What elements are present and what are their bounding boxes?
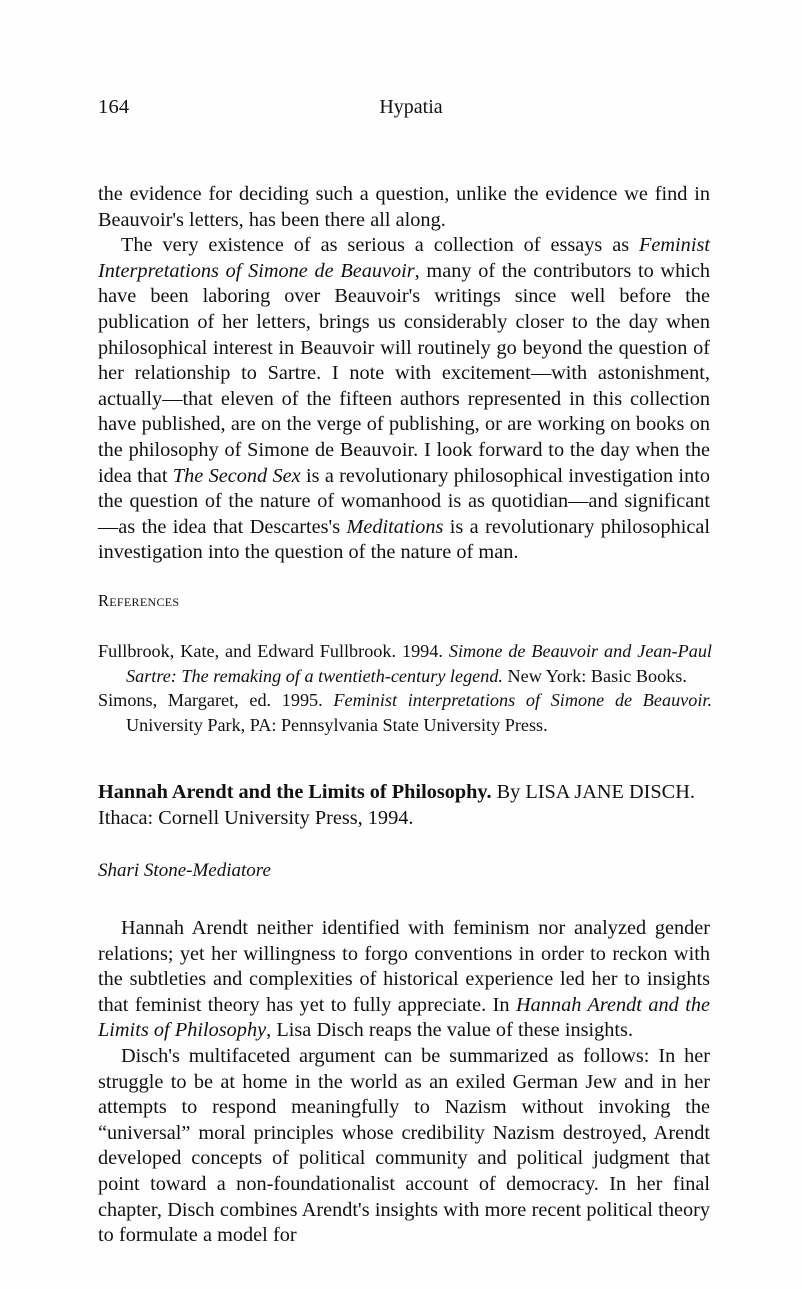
text-run: By LISA JANE DISCH. Ithaca: Cornell University Press, 1994. bbox=[98, 781, 695, 829]
text-run: Hannah Arendt and the Limits of Philosophy bbox=[98, 993, 711, 1042]
paragraph bbox=[98, 1044, 710, 1249]
text-run: Feminist interpretations of Simone de Beauvoir. bbox=[333, 690, 712, 710]
references-list bbox=[98, 639, 712, 737]
book-review-text bbox=[98, 916, 710, 1249]
text-run: is a revolutionary philosophical investigation into the question of the nature of womanhood is as quotidian—and significant—as the idea that Descartes's bbox=[98, 464, 710, 538]
text-run: University Park, PA: Pennsylvania State University Press. bbox=[126, 714, 548, 735]
text-run: , Lisa Disch reaps the value of these insights. bbox=[266, 1019, 634, 1042]
text-run: Meditations bbox=[346, 515, 444, 538]
text-run: Feminist Interpretations of Simone de Beauvoir bbox=[98, 234, 710, 282]
text-run: Simons, Margaret, ed. 1995. bbox=[98, 690, 334, 710]
text-run: the evidence for deciding such a question, unlike the evidence we find in Beauvoir's letters, has been there all along. bbox=[98, 183, 710, 231]
text-run: , many of the contributors to which have been laboring over Beauvoir's writings since well before the publication of her letters, brings us considerably closer to the day when philosophical interest in Beauvoir will routinely go beyond the question of her relationship to Sartre. I note with excitement—with astonishment, actually—that eleven of the fifteen authors represented in this collection have published, are on the verge of publishing, or are working on books on the philosophy of Simone de Beauvoir. I look forward to the day when the idea that bbox=[98, 259, 710, 487]
text-run: New York: Basic Books. bbox=[502, 665, 687, 686]
paragraph bbox=[98, 233, 710, 566]
paragraph bbox=[98, 916, 710, 1044]
reference-entry bbox=[98, 639, 712, 688]
text-run: Hannah Arendt and the Limits of Philosophy. bbox=[98, 781, 492, 803]
text-run: is a revolutionary philosophical investigation into the question of the nature of man. bbox=[98, 515, 711, 564]
text-run: Disch's multifaceted argument can be summarized as follows: In her struggle to be at home in the world as an exiled German Jew and in her attempts to respond meaningfully to Nazism without invoking the “universal” moral principles whose credibility Nazism destroyed, Arendt developed concepts of political community and political judgment that point toward a non-foundationalist account of democracy. In her final chapter, Disch combines Arendt's insights with more recent political theory to formulate a model for bbox=[98, 1044, 710, 1247]
article-closing-text bbox=[98, 182, 710, 566]
text-run: The very existence of as serious a collection of essays as bbox=[121, 234, 640, 257]
reviewer-byline: Shari Stone-Mediatore bbox=[98, 860, 271, 881]
book-review-heading bbox=[98, 780, 712, 831]
text-run: The Second Sex bbox=[172, 464, 301, 487]
text-run: Hannah Arendt neither identified with feminism nor analyzed gender relations; yet her willingness to forgo conventions in order to reckon with the subtleties and complexities of historical experience led her to insights that feminist theory has yet to fully appreciate. In bbox=[98, 917, 710, 1016]
journal-title: Hypatia bbox=[379, 96, 443, 118]
running-head bbox=[98, 96, 710, 122]
reference-entry bbox=[98, 688, 712, 737]
text-run: Simone de Beauvoir and Jean-Paul Sartre: The remaking of a twentieth-century legend. bbox=[126, 641, 712, 686]
text-run: Fullbrook, Kate, and Edward Fullbrook. 1994. bbox=[98, 641, 449, 661]
references-heading: References bbox=[98, 591, 180, 610]
paragraph bbox=[98, 182, 710, 233]
page-number: 164 bbox=[98, 96, 130, 118]
